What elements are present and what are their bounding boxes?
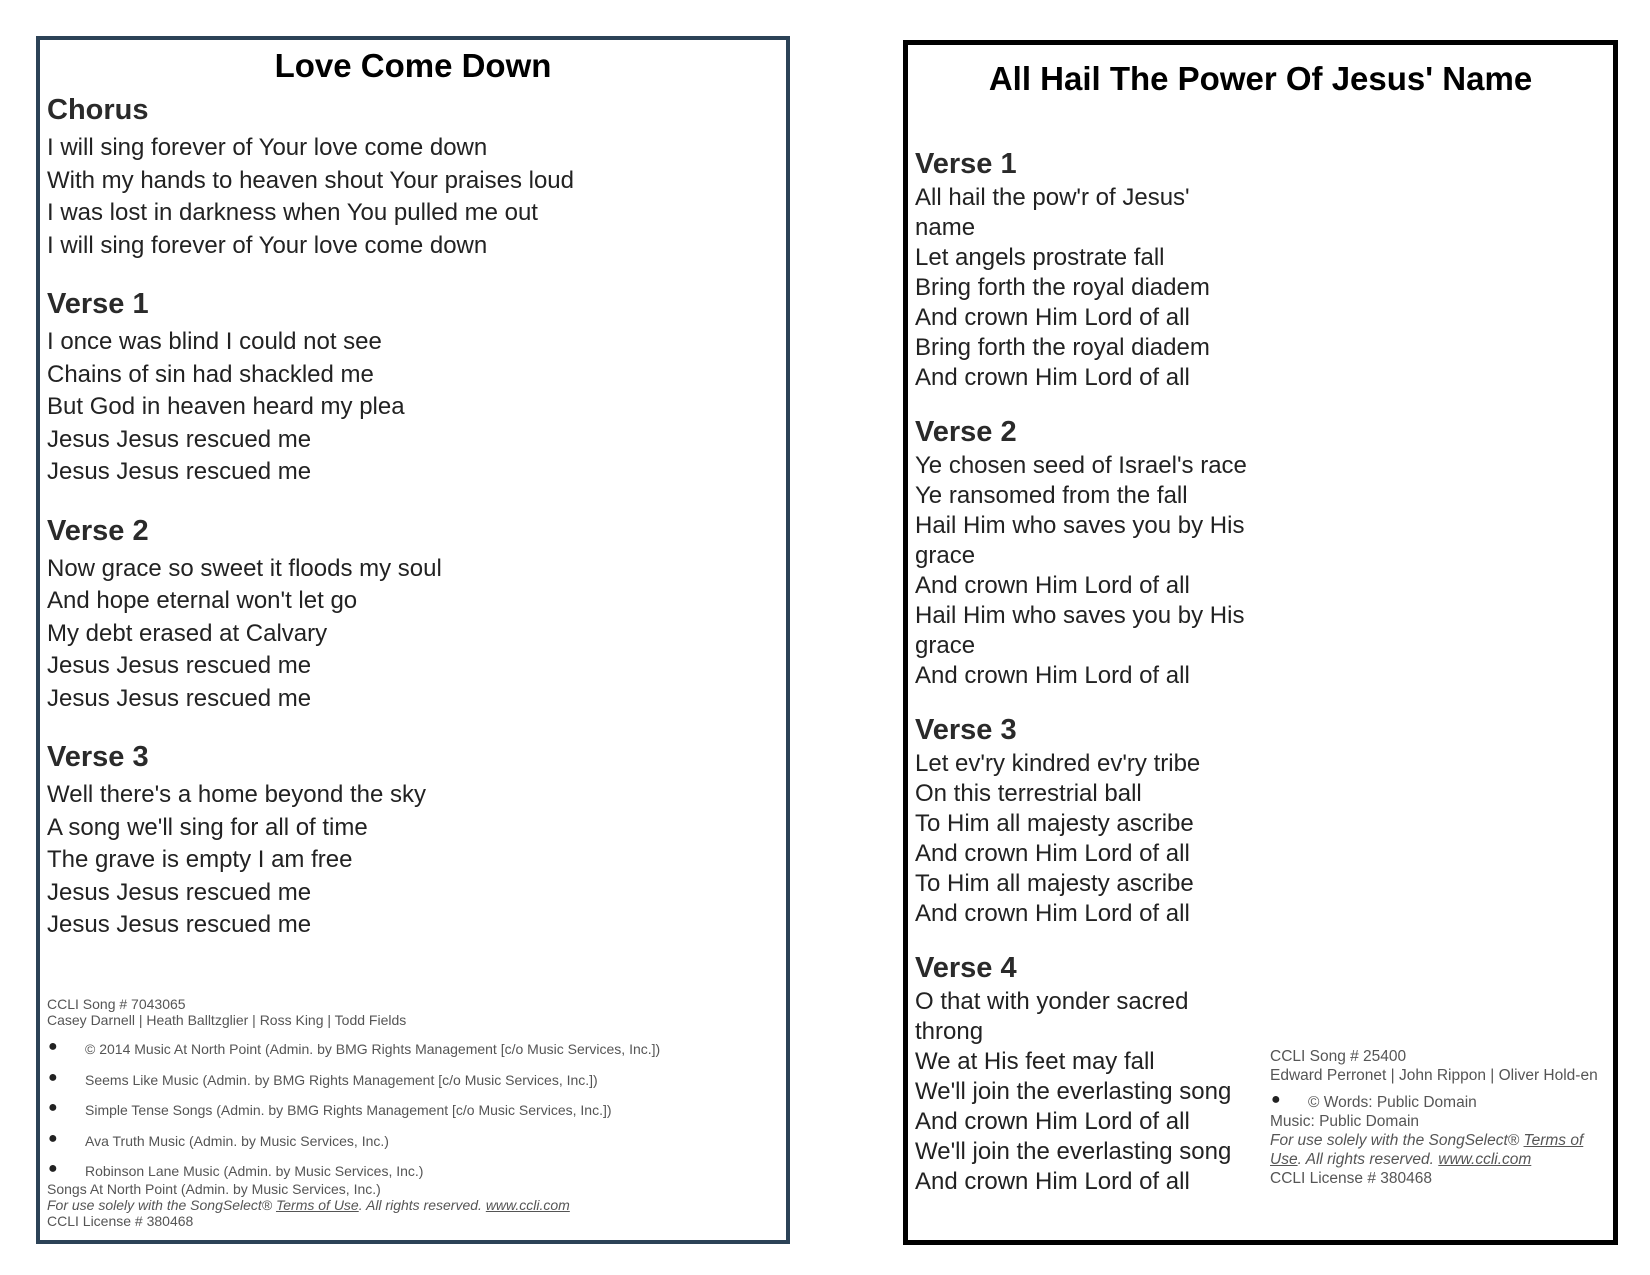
lyric-line: And hope eternal won't let go <box>47 587 358 614</box>
lyric-line: We'll join the everlasting song <box>915 1138 1232 1165</box>
song-lyrics <box>915 145 1255 1217</box>
song-card-all-hail <box>903 40 1618 1245</box>
terms-line <box>47 1197 787 1213</box>
lyric-section <box>47 282 747 489</box>
section-heading: Verse 1 <box>915 148 1017 180</box>
lyric-section <box>47 509 747 716</box>
lyric-line: Jesus Jesus rescued me <box>47 878 312 906</box>
song-footer <box>47 996 787 1229</box>
section-heading: Verse 3 <box>915 714 1017 746</box>
ccli-song-number: CCLI Song # 25400 <box>1270 1048 1407 1065</box>
copyright-text: Seems Like Music (Admin. by BMG Rights Management [c/o Music Services, Inc.]) <box>85 1071 598 1088</box>
bullet-icon: ● <box>48 1099 58 1116</box>
copyright-music: Music: Public Domain <box>1270 1113 1420 1130</box>
copyright-text: © 2014 Music At North Point (Admin. by BMG Rights Management [c/o Music Services, Inc.]) <box>85 1041 661 1057</box>
lyric-line: Jesus Jesus rescued me <box>47 652 312 679</box>
ccli-website-link[interactable]: www.ccli.com <box>485 1196 570 1213</box>
lyric-line: And crown Him Lord of all <box>915 900 1190 927</box>
terms-prefix: For use solely with the SongSelect® <box>47 1196 276 1213</box>
lyric-line: And crown Him Lord of all <box>915 304 1190 331</box>
lyric-lines <box>915 451 1255 691</box>
lyric-line: Chains of sin had shackled me <box>47 360 374 388</box>
terms-prefix: For use solely with the SongSelect® <box>1270 1132 1524 1149</box>
section-heading: Verse 1 <box>47 288 149 320</box>
copyright-item <box>47 1065 787 1096</box>
lyric-lines <box>47 132 747 262</box>
copyright-extra: Songs At North Point (Admin. by Music Services, Inc.) <box>47 1180 381 1197</box>
copyright-text: Simple Tense Songs (Admin. by BMG Rights Management [c/o Music Services, Inc.]) <box>85 1102 612 1118</box>
ccli-song-number: CCLI Song # 7043065 <box>47 996 186 1012</box>
lyric-line: I was lost in darkness when You pulled me out <box>47 199 538 226</box>
song-lyrics <box>47 88 747 962</box>
section-heading: Verse 4 <box>915 952 1017 984</box>
section-heading: Verse 2 <box>915 416 1017 448</box>
song-title: Love Come Down <box>274 47 552 84</box>
lyric-line: On this terrestrial ball <box>915 780 1142 807</box>
lyric-line: Jesus Jesus rescued me <box>47 684 312 712</box>
bullet-icon: ● <box>48 1129 58 1147</box>
ccli-license: CCLI License # 380468 <box>1270 1170 1433 1187</box>
song-authors: Casey Darnell | Heath Balltzglier | Ross King | Todd Fields <box>47 1012 407 1028</box>
terms-of-use-link[interactable]: Terms of Use <box>1270 1132 1584 1168</box>
lyric-line: We'll join the everlasting song <box>915 1078 1232 1105</box>
lyric-line: And crown Him Lord of all <box>915 1108 1190 1135</box>
copyright-text: Ava Truth Music (Admin. by Music Services, Inc.) <box>85 1132 389 1149</box>
lyric-line: Jesus Jesus rescued me <box>47 458 312 485</box>
section-heading: Chorus <box>47 94 149 126</box>
terms-mid: . All rights reserved. <box>358 1196 486 1213</box>
song-card-love-come-down <box>36 36 790 1244</box>
lyric-line: With my hands to heaven shout Your praises loud <box>47 166 574 194</box>
terms-mid: . All rights reserved. <box>1297 1151 1439 1168</box>
bullet-icon: ● <box>48 1160 58 1177</box>
lyric-line: And crown Him Lord of all <box>915 1168 1190 1195</box>
lyric-line: But God in heaven heard my plea <box>47 393 405 420</box>
copyright-words: © Words: Public Domain <box>1308 1094 1477 1111</box>
lyric-line: And crown Him Lord of all <box>915 662 1190 689</box>
bullet-icon: ● <box>1271 1091 1281 1108</box>
lyric-line: The grave is empty I am free <box>47 846 353 873</box>
copyright-item <box>47 1156 787 1187</box>
lyric-line: And crown Him Lord of all <box>915 572 1190 599</box>
lyric-line: All hail the pow'r of Jesus' name <box>915 184 1190 241</box>
lyric-lines <box>915 183 1255 393</box>
section-heading: Verse 2 <box>47 514 149 547</box>
copyright-item <box>47 1095 787 1126</box>
bullet-icon: ● <box>48 1038 58 1055</box>
lyric-line: Ye ransomed from the fall <box>915 482 1188 509</box>
lyric-line: Let ev'ry kindred ev'ry tribe <box>915 750 1201 777</box>
lyric-section <box>915 949 1255 1197</box>
lyric-section <box>915 145 1255 393</box>
copyright-item <box>47 1126 787 1157</box>
lyric-line: To Him all majesty ascribe <box>915 810 1194 837</box>
lyric-section <box>47 88 747 262</box>
lyric-line: Bring forth the royal diadem <box>915 334 1210 361</box>
lyric-lines <box>915 749 1255 929</box>
copyright-item <box>47 1034 787 1065</box>
lyric-lines <box>47 779 747 942</box>
lyric-line: Ye chosen seed of Israel's race <box>915 452 1247 479</box>
terms-line <box>1270 1131 1610 1169</box>
lyric-line: Now grace so sweet it floods my soul <box>47 554 442 582</box>
copyright-text: Robinson Lane Music (Admin. by Music Services, Inc.) <box>85 1163 424 1179</box>
lyric-section <box>47 735 747 942</box>
lyric-section <box>915 711 1255 929</box>
lyric-section <box>915 413 1255 691</box>
lyric-lines <box>915 987 1255 1197</box>
copyright-list <box>47 1034 787 1187</box>
bullet-icon: ● <box>48 1068 58 1086</box>
lyric-line: Let angels prostrate fall <box>915 244 1165 271</box>
lyric-line: And crown Him Lord of all <box>915 840 1190 867</box>
lyric-line: I will sing forever of Your love come down <box>47 134 488 161</box>
song-footer <box>1270 1047 1610 1188</box>
lyric-line: Jesus Jesus rescued me <box>47 911 312 938</box>
lyric-line: Well there's a home beyond the sky <box>47 781 427 808</box>
lyric-line: I once was blind I could not see <box>47 328 382 355</box>
section-heading: Verse 3 <box>47 741 149 773</box>
lyric-lines <box>47 553 747 716</box>
lyric-line: Bring forth the royal diadem <box>915 274 1210 301</box>
lyric-line: O that with yonder sacred throng <box>915 988 1189 1045</box>
lyric-line: I will sing forever of Your love come down <box>47 231 488 259</box>
ccli-license: CCLI License # 380468 <box>47 1212 194 1229</box>
lyric-lines <box>47 326 747 489</box>
song-authors: Edward Perronet | John Rippon | Oliver Hold-en <box>1270 1067 1598 1084</box>
lyric-line: My debt erased at Calvary <box>47 619 328 647</box>
lyric-line: And crown Him Lord of all <box>915 364 1190 391</box>
lyric-line: To Him all majesty ascribe <box>915 870 1194 897</box>
lyric-line: Hail Him who saves you by His grace <box>915 512 1245 569</box>
lyric-line: A song we'll sing for all of time <box>47 813 368 841</box>
terms-of-use-link[interactable]: Terms of Use <box>275 1196 359 1213</box>
lyric-line: We at His feet may fall <box>915 1048 1155 1075</box>
ccli-website-link[interactable]: www.ccli.com <box>1438 1151 1532 1168</box>
lyric-line: Jesus Jesus rescued me <box>47 425 312 453</box>
lyric-line: Hail Him who saves you by His grace <box>915 602 1245 659</box>
song-title: All Hail The Power Of Jesus' Name <box>988 60 1533 97</box>
copyright-item <box>1270 1093 1610 1112</box>
